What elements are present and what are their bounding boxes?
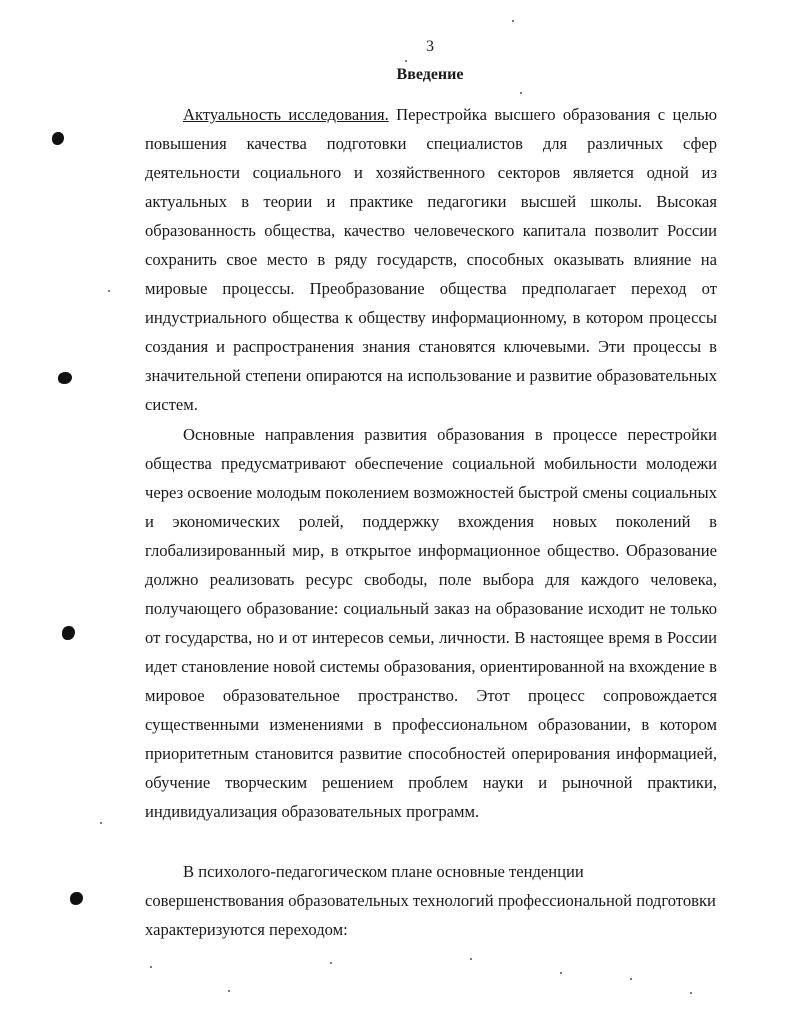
scan-speck [470,958,472,960]
paragraph-directions [145,420,717,826]
binder-hole-mark [52,132,64,145]
page-number: 3 [426,38,434,55]
scan-speck [520,92,522,94]
paragraph-relevance [145,100,717,419]
binder-hole-mark [58,372,72,384]
directions-text: Основные направления развития образования в процессе перестройки общества предусматривают обеспечение социальной мобильности молодежи через освоение молодым поколением возможностей быстрой смены социальных и экономических ролей, поддержку вхождения новых поколений в глобализированный мир, в открытое информационное общество. Образование должно реализовать ресурс свободы, поле выбора для каждого человека, получающего образование: социальный заказ на образование исходит не только от государства, но и от интересов семьи, личности. В настоящее время в России идет становление новой системы образования, ориентированной на вхождение в мировое образовательное пространство. Этот процесс сопровождается существенными изменениями в профессиональном образовании, в котором приоритетным становится развитие способностей оперирования информацией, обучение творческим решением проблем науки и рыночной практики, индивидуализация образовательных программ. [145,425,717,821]
section-heading: Введение [396,66,464,83]
binder-hole-mark [70,892,83,905]
scan-speck [512,20,514,22]
scan-speck [330,962,332,964]
scan-speck [150,966,152,968]
scan-speck [630,978,632,980]
scan-speck [560,972,562,974]
scan-speck [100,822,102,824]
scan-speck [405,60,407,62]
paragraph-trends [145,857,717,944]
scan-speck [228,990,230,992]
trends-text: В психолого-педагогическом плане основные тенденции совершенствования образовательных технологий профессиональной подготовки характеризуются переходом: [145,862,716,939]
binder-hole-mark [62,626,75,640]
scan-speck [690,992,692,994]
scan-speck [108,290,110,292]
relevance-lead: Актуальность исследования. [183,105,389,124]
relevance-text: Перестройка высшего образования с целью повышения качества подготовки специалистов для различных сфер деятельности социального и хозяйственного секторов является одной из актуальных в теории и практике педагогики высшей школы. Высокая образованность общества, качество человеческого капитала позволит России сохранить свое место в ряду государств, способных оказывать влияние на мировые процессы. Преобразование общества предполагает переход от индустриального общества к обществу информационному, в котором процессы создания и распространения знания становятся ключевыми. Эти процессы в значительной степени опираются на использование и развитие образовательных систем. [145,105,717,414]
